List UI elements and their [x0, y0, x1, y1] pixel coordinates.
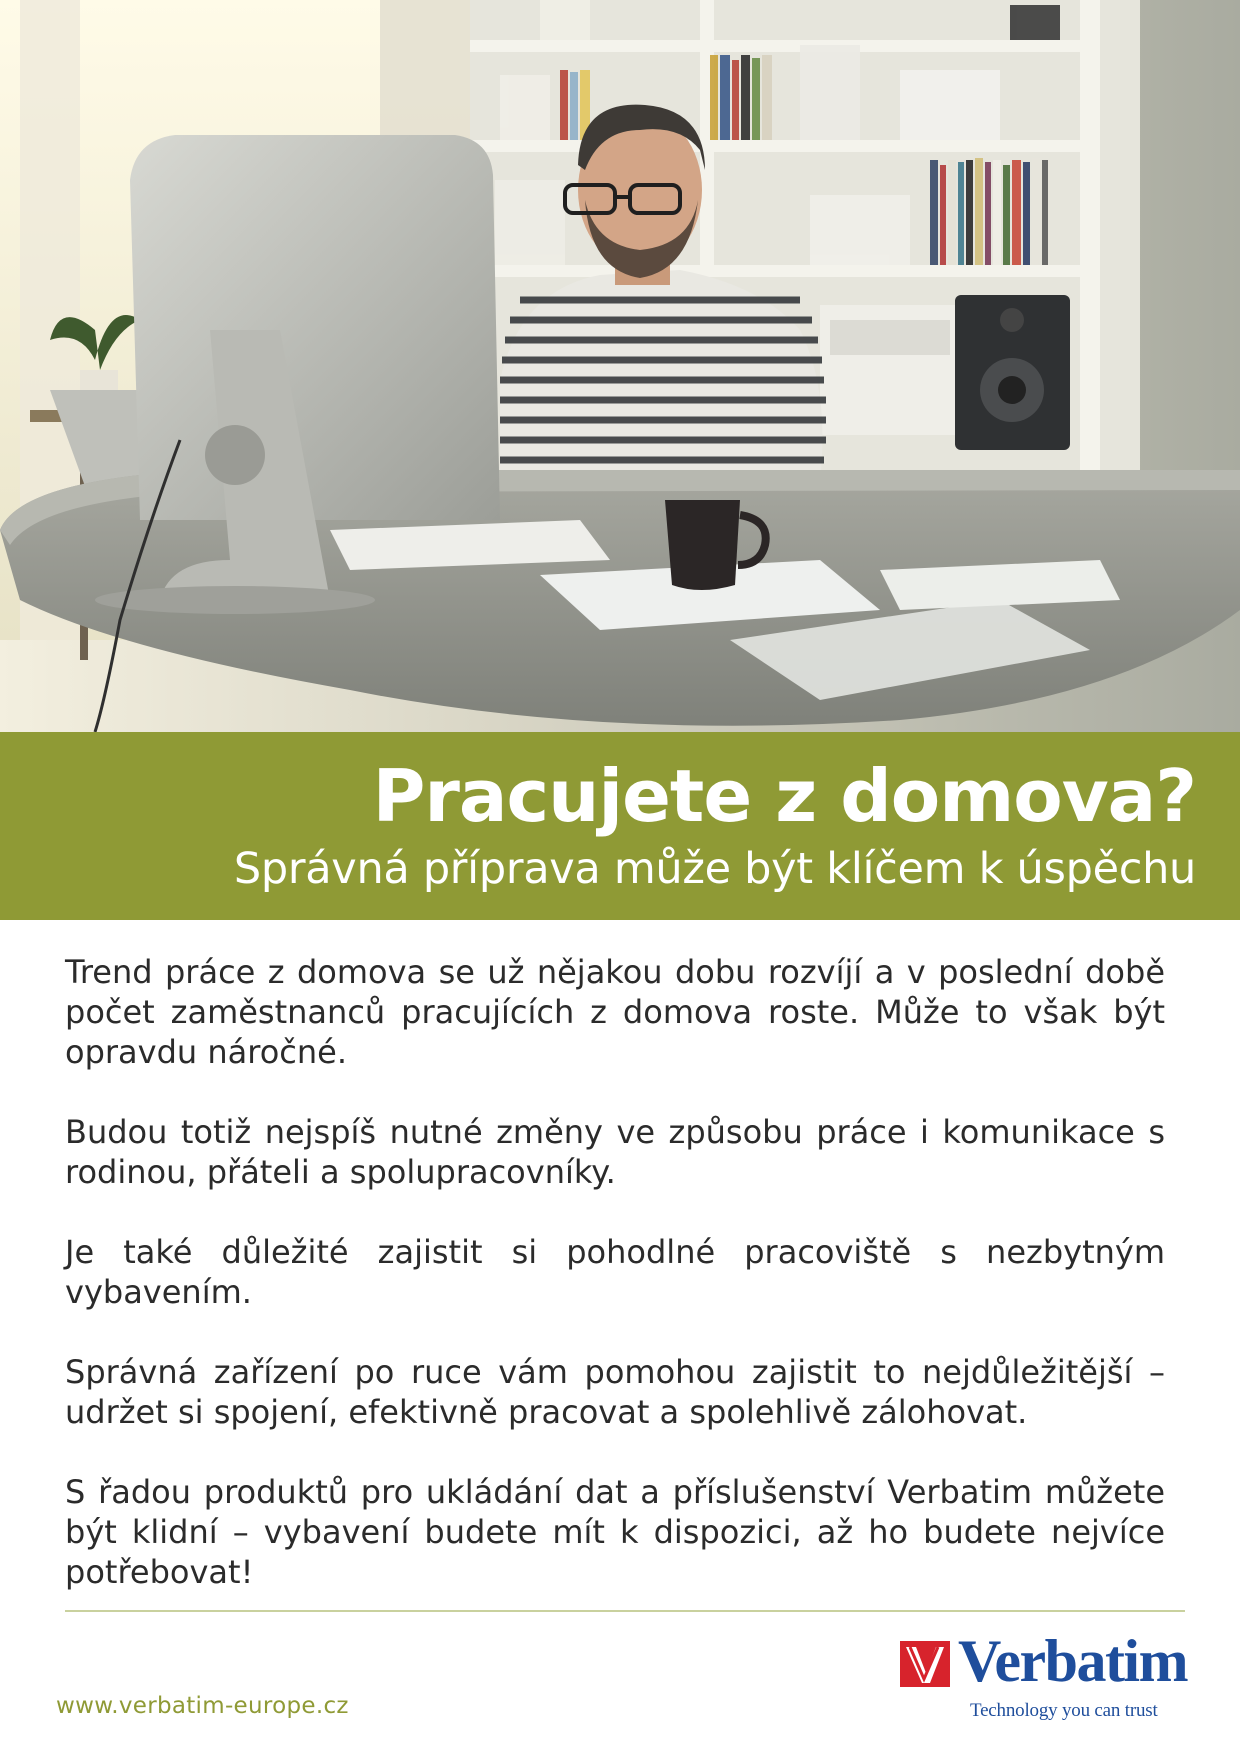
page-subtitle: Správná příprava může být klíčem k úspěchu	[233, 844, 1196, 894]
paragraph-2: Budou totiž nejspíš nutné změny ve způsobu práce i komunikace s rodinou, přáteli a spolupracovníky.	[65, 1113, 1165, 1191]
logo-wordmark: Verbatim	[958, 1628, 1188, 1694]
paragraph-3: Je také důležité zajistit si pohodlné pracoviště s nezbytným vybavením.	[65, 1233, 1165, 1311]
body-text	[65, 952, 1165, 1592]
paragraph-4: Správná zařízení po ruce vám pomohou zajistit to nejdůležitější – udržet si spojení, efektivně pracovat a spolehlivě zálohovat.	[65, 1353, 1165, 1431]
logo-tagline: Technology you can trust	[970, 1700, 1158, 1721]
headline-banner	[0, 732, 1240, 920]
home-office-illustration	[0, 0, 1240, 732]
verbatim-logo	[900, 1628, 1190, 1725]
verbatim-v-icon	[900, 1641, 950, 1687]
website-link[interactable]: www.verbatim-europe.cz	[56, 1693, 349, 1719]
page-title: Pracujete z domova?	[372, 754, 1196, 838]
hero-photo	[0, 0, 1240, 732]
paragraph-5: S řadou produktů pro ukládání dat a příslušenství Verbatim můžete být klidní – vybavení budete mít k dispozici, až ho budete nejvíce potřebovat!	[65, 1473, 1165, 1591]
footer-divider	[65, 1610, 1185, 1612]
paragraph-1: Trend práce z domova se už nějakou dobu rozvíjí a v poslední době počet zaměstnanců pracujících z domova roste. Může to však být opravdu náročné.	[65, 953, 1165, 1071]
